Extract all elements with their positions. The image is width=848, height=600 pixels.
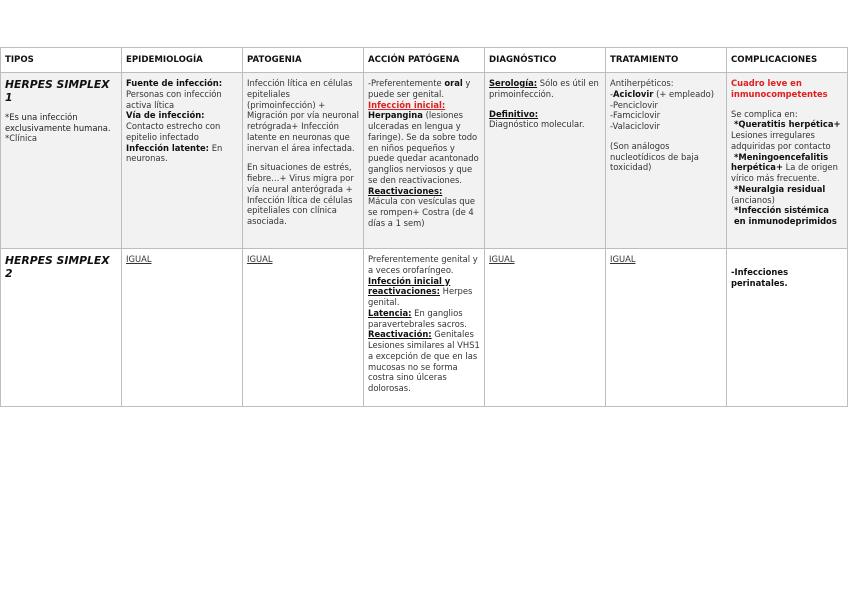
latencia-line xyxy=(368,308,480,330)
definitivo-text: Diagnóstico molecular. xyxy=(489,119,585,130)
cell-tipo xyxy=(1,73,122,249)
cell-tratamiento xyxy=(606,249,727,407)
accion-oral: oral xyxy=(444,78,463,88)
queratitis-label: *Queratitis herpética+ xyxy=(734,119,841,130)
header-complicaciones: COMPLICACIONES xyxy=(727,48,848,73)
herpes-comparison-table xyxy=(0,47,848,407)
latente-line xyxy=(126,143,238,165)
table-row-herpes-simplex-1 xyxy=(1,73,848,249)
latente-label: Infección latente: xyxy=(126,142,210,153)
neuralgia-label: *Neuralgia residual xyxy=(734,183,826,194)
accion-location xyxy=(368,78,480,100)
fuente-text: Personas con infección activa lítica xyxy=(126,88,222,110)
table-row-herpes-simplex-2 xyxy=(1,249,848,407)
header-patogenia: PATOGENIA xyxy=(243,48,364,73)
reactivacion-label: Reactivación: xyxy=(368,329,432,340)
via-text: Contacto estrecho con epitelio infectado xyxy=(126,121,221,142)
type-title: HERPES SIMPLEX 1 xyxy=(5,78,110,105)
inicial-reactivaciones-text: Herpes genital. xyxy=(368,286,473,307)
famciclovir: -Famciclovir xyxy=(610,110,661,121)
serologia-line xyxy=(489,78,601,100)
accion-pre: -Preferentemente xyxy=(368,78,445,88)
cell-diagnostico xyxy=(485,73,606,249)
reactivaciones-text: Mácula con vesículas que se rompen+ Costra (de 4 días a 1 sem) xyxy=(368,196,476,228)
reactivacion-text: Genitales Lesiones similares al VHS1 a excepción de que en las mucosas no se forma costra sino úlceras dolorosas. xyxy=(368,329,480,393)
igual-tratamiento: IGUAL xyxy=(610,254,636,264)
reactivaciones-label: Reactivaciones: xyxy=(368,185,443,196)
aciclovir: Aciclovir xyxy=(613,88,654,99)
header-accion-patogena: ACCIÓN PATÓGENA xyxy=(364,48,485,73)
serologia-text: Sólo es útil en primoinfección. xyxy=(489,78,599,99)
antiherpeticos-label: Antiherpéticos: xyxy=(610,78,674,88)
type-title: HERPES SIMPLEX 2 xyxy=(5,254,110,281)
accion-post: y puede ser genital. xyxy=(368,78,471,99)
queratitis-item xyxy=(731,119,843,151)
type-note-clinica: *Clínica xyxy=(5,133,38,144)
patogenia-paragraph-2: En situaciones de estrés, fiebre…+ Virus migra por vía neural anterógrada + Infección lítica de células epiteliales con clínica asociada. xyxy=(247,162,354,226)
neuralgia-text: (ancianos) xyxy=(731,194,775,205)
inicial-reactivaciones-line xyxy=(368,276,480,308)
cell-patogenia xyxy=(243,73,364,249)
herpangina: Herpangina xyxy=(368,110,423,121)
inicial-reactivaciones-label: Infección inicial y reactivaciones: xyxy=(368,275,451,297)
valaciclovir: -Valaciclovir xyxy=(610,121,660,131)
aciclovir-line xyxy=(610,89,722,100)
patogenia-paragraph-1: Infección lítica en células epiteliales (primoinfección) + Migración por vía neuronal retrógrada+ Infección latente en neuronas que inervan el área infectada. xyxy=(247,78,360,153)
igual-patogenia: IGUAL xyxy=(247,254,273,264)
serologia-label: Serología: xyxy=(489,78,538,88)
type-note: *Es una infección exclusivamente humana. xyxy=(5,111,111,133)
cell-patogenia xyxy=(243,249,364,407)
cell-accion-patogena xyxy=(364,249,485,407)
cell-diagnostico xyxy=(485,249,606,407)
infeccion-sistemica: *Infección sistémica en inmunodeprimidos xyxy=(734,205,837,226)
cell-complicaciones xyxy=(727,73,848,249)
via-label: Vía de infección: xyxy=(126,110,205,121)
igual-epidemiologia: IGUAL xyxy=(126,254,152,264)
latencia-label: Latencia: xyxy=(368,307,412,318)
header-epidemiologia: EPIDEMIOLOGÍA xyxy=(122,48,243,73)
meningoencefalitis-text: La de origen vírico más frecuente. xyxy=(731,162,838,183)
infecciones-perinatales: -Infecciones perinatales. xyxy=(731,267,789,288)
latente-text: En neuronas. xyxy=(126,142,223,164)
latencia-text: En ganglios paravertebrales sacros. xyxy=(368,307,467,329)
definitivo-label: Definitivo: xyxy=(489,108,539,119)
cell-complicaciones xyxy=(727,249,848,407)
cell-epidemiologia xyxy=(122,249,243,407)
header-tipos: TIPOS xyxy=(1,48,122,73)
herpangina-desc: (lesiones ulceradas en lengua y faringe). Se da sobre todo en niños pequeños y puede quedar acantonado ganglios nerviosos y que se den reactivaciones. xyxy=(368,110,479,185)
reactivacion-line xyxy=(368,329,480,394)
cell-tratamiento xyxy=(606,73,727,249)
penciclovir: -Penciclovir xyxy=(610,99,658,110)
cell-accion-patogena xyxy=(364,73,485,249)
meningoencefalitis-label: *Meningoencefalitis herpética+ xyxy=(731,151,829,173)
se-complica: Se complica en: xyxy=(731,108,798,119)
cell-epidemiologia xyxy=(122,73,243,249)
meningoencefalitis-item xyxy=(731,152,843,184)
infeccion-inicial-text xyxy=(368,110,480,185)
header-tratamiento: TRATAMIENTO xyxy=(606,48,727,73)
infeccion-inicial-label: Infección inicial: xyxy=(368,99,446,110)
accion-location: Preferentemente genital y a veces orofaríngeo. xyxy=(368,254,478,275)
cuadro-leve: Cuadro leve en inmunocompetentes xyxy=(731,78,828,99)
tratamiento-note: (Son análogos nucleotídicos de baja toxicidad) xyxy=(610,140,699,173)
cell-tipo xyxy=(1,249,122,407)
aciclovir-dash: - xyxy=(610,88,614,99)
header-diagnostico: DIAGNÓSTICO xyxy=(485,48,606,73)
igual-diagnostico: IGUAL xyxy=(489,254,515,264)
aciclovir-note: (+ empleado) xyxy=(653,88,714,99)
header-row xyxy=(1,48,848,73)
fuente-label: Fuente de infección: xyxy=(126,78,223,88)
queratitis-text: Lesiones irregulares adquiridas por contacto xyxy=(731,130,831,151)
